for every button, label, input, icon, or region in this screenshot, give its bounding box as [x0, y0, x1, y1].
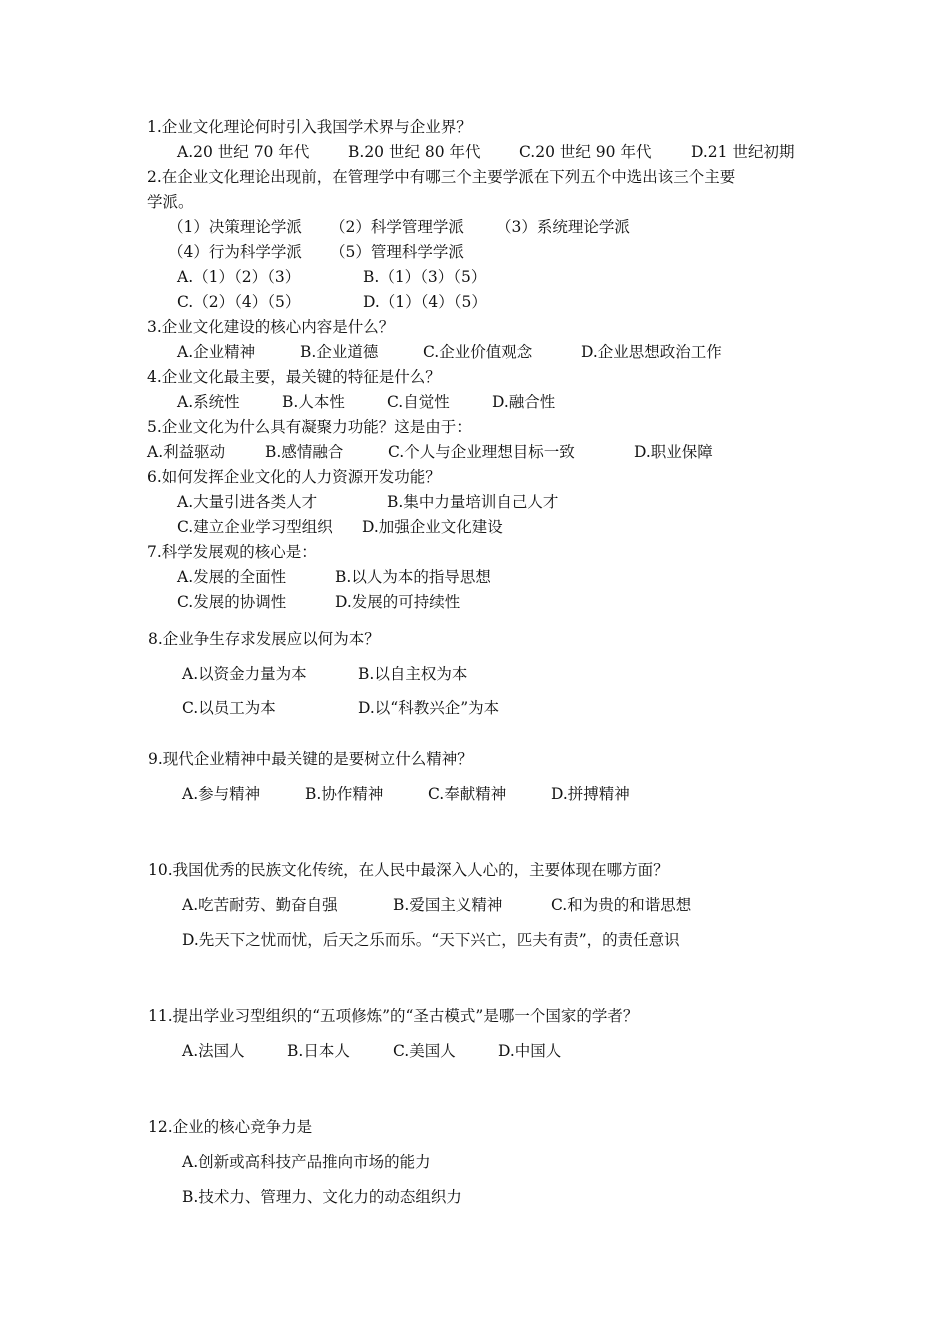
option-c: C.奉献精神: [428, 785, 507, 803]
question-8: 8.企业争生存求发展应以何为本？: [148, 630, 380, 648]
option-b: B.集中力量培训自己人才: [387, 493, 559, 511]
question-2-cont: 学派。: [147, 193, 194, 211]
option-c: C.和为贵的和谐思想: [551, 896, 692, 914]
option-c: C.20 世纪 90 年代: [519, 143, 652, 161]
option-d: D.中国人: [498, 1042, 562, 1060]
question-5: 5.企业文化为什么具有凝聚力功能？这是由于：: [147, 418, 472, 436]
option-d: D.拼搏精神: [551, 785, 630, 803]
option-c: C.自觉性: [387, 393, 450, 411]
item-3: （3）系统理论学派: [496, 218, 630, 236]
option-b: B.日本人: [287, 1042, 350, 1060]
option-c: C.（2）（4）（5）: [177, 293, 301, 311]
option-c: C.企业价值观念: [423, 343, 533, 361]
option-d: D.企业思想政治工作: [581, 343, 722, 361]
option-d: D.21 世纪初期: [691, 143, 795, 161]
item-5: （5）管理科学学派: [330, 243, 464, 261]
option-a: A.企业精神: [177, 343, 256, 361]
option-a: A.20 世纪 70 年代: [177, 143, 310, 161]
option-c: C.美国人: [393, 1042, 456, 1060]
question-12-option-a: A.创新或高科技产品推向市场的能力: [182, 1153, 431, 1171]
question-4: 4.企业文化最主要，最关键的特征是什么？: [147, 368, 441, 386]
option-b: B.（1）（3）（5）: [363, 268, 487, 286]
option-a: A.吃苦耐劳、勤奋自强: [182, 896, 338, 914]
question-6: 6.如何发挥企业文化的人力资源开发功能？: [147, 468, 441, 486]
question-12: 12.企业的核心竞争力是: [148, 1118, 313, 1136]
option-c: C.个人与企业理想目标一致: [388, 443, 575, 461]
option-b: B.以人为本的指导思想: [335, 568, 491, 586]
option-d: D.融合性: [492, 393, 556, 411]
option-a: A.系统性: [177, 393, 240, 411]
option-b: B.企业道德: [300, 343, 379, 361]
option-a: A.以资金力量为本: [182, 665, 307, 683]
option-c: C.建立企业学习型组织: [177, 518, 333, 536]
question-7: 7.科学发展观的核心是：: [147, 543, 317, 561]
option-a: A.法国人: [182, 1042, 245, 1060]
option-d: D.（1）（4）（5）: [363, 293, 487, 311]
question-3: 3.企业文化建设的核心内容是什么？: [147, 318, 395, 336]
option-d: D.职业保障: [634, 443, 713, 461]
option-c: C.发展的协调性: [177, 593, 287, 611]
item-1: （1）决策理论学派: [168, 218, 302, 236]
option-d: D.以“科教兴企”为本: [358, 699, 500, 717]
option-b: B.爱国主义精神: [393, 896, 503, 914]
option-d: D.发展的可持续性: [335, 593, 461, 611]
option-a: A.大量引进各类人才: [177, 493, 318, 511]
option-a: A.发展的全面性: [177, 568, 287, 586]
question-2: 2.在企业文化理论出现前，在管理学中有哪三个主要学派在下列五个中选出该三个主要: [147, 168, 736, 186]
question-10-option-d: D.先天下之忧而忧，后天之乐而乐。“天下兴亡，匹夫有责”，的责任意识: [182, 931, 680, 949]
option-b: B.以自主权为本: [358, 665, 468, 683]
option-b: B.感情融合: [265, 443, 344, 461]
question-11: 11.提出学业习型组织的“五项修炼”的“圣古模式”是哪一个国家的学者？: [148, 1007, 639, 1025]
question-12-option-b: B.技术力、管理力、文化力的动态组织力: [182, 1188, 462, 1206]
question-10: 10.我国优秀的民族文化传统，在人民中最深入人心的，主要体现在哪方面？: [148, 861, 669, 879]
item-4: （4）行为科学学派: [168, 243, 302, 261]
option-c: C.以员工为本: [182, 699, 276, 717]
option-b: B.人本性: [282, 393, 345, 411]
option-a: A.利益驱动: [147, 443, 226, 461]
option-b: B.20 世纪 80 年代: [348, 143, 481, 161]
item-2: （2）科学管理学派: [330, 218, 464, 236]
question-9: 9.现代企业精神中最关键的是要树立什么精神？: [148, 750, 473, 768]
option-b: B.协作精神: [305, 785, 384, 803]
option-d: D.加强企业文化建设: [362, 518, 503, 536]
option-a: A.（1）（2）（3）: [177, 268, 301, 286]
option-a: A.参与精神: [182, 785, 261, 803]
question-1: 1.企业文化理论何时引入我国学术界与企业界？: [147, 118, 472, 136]
